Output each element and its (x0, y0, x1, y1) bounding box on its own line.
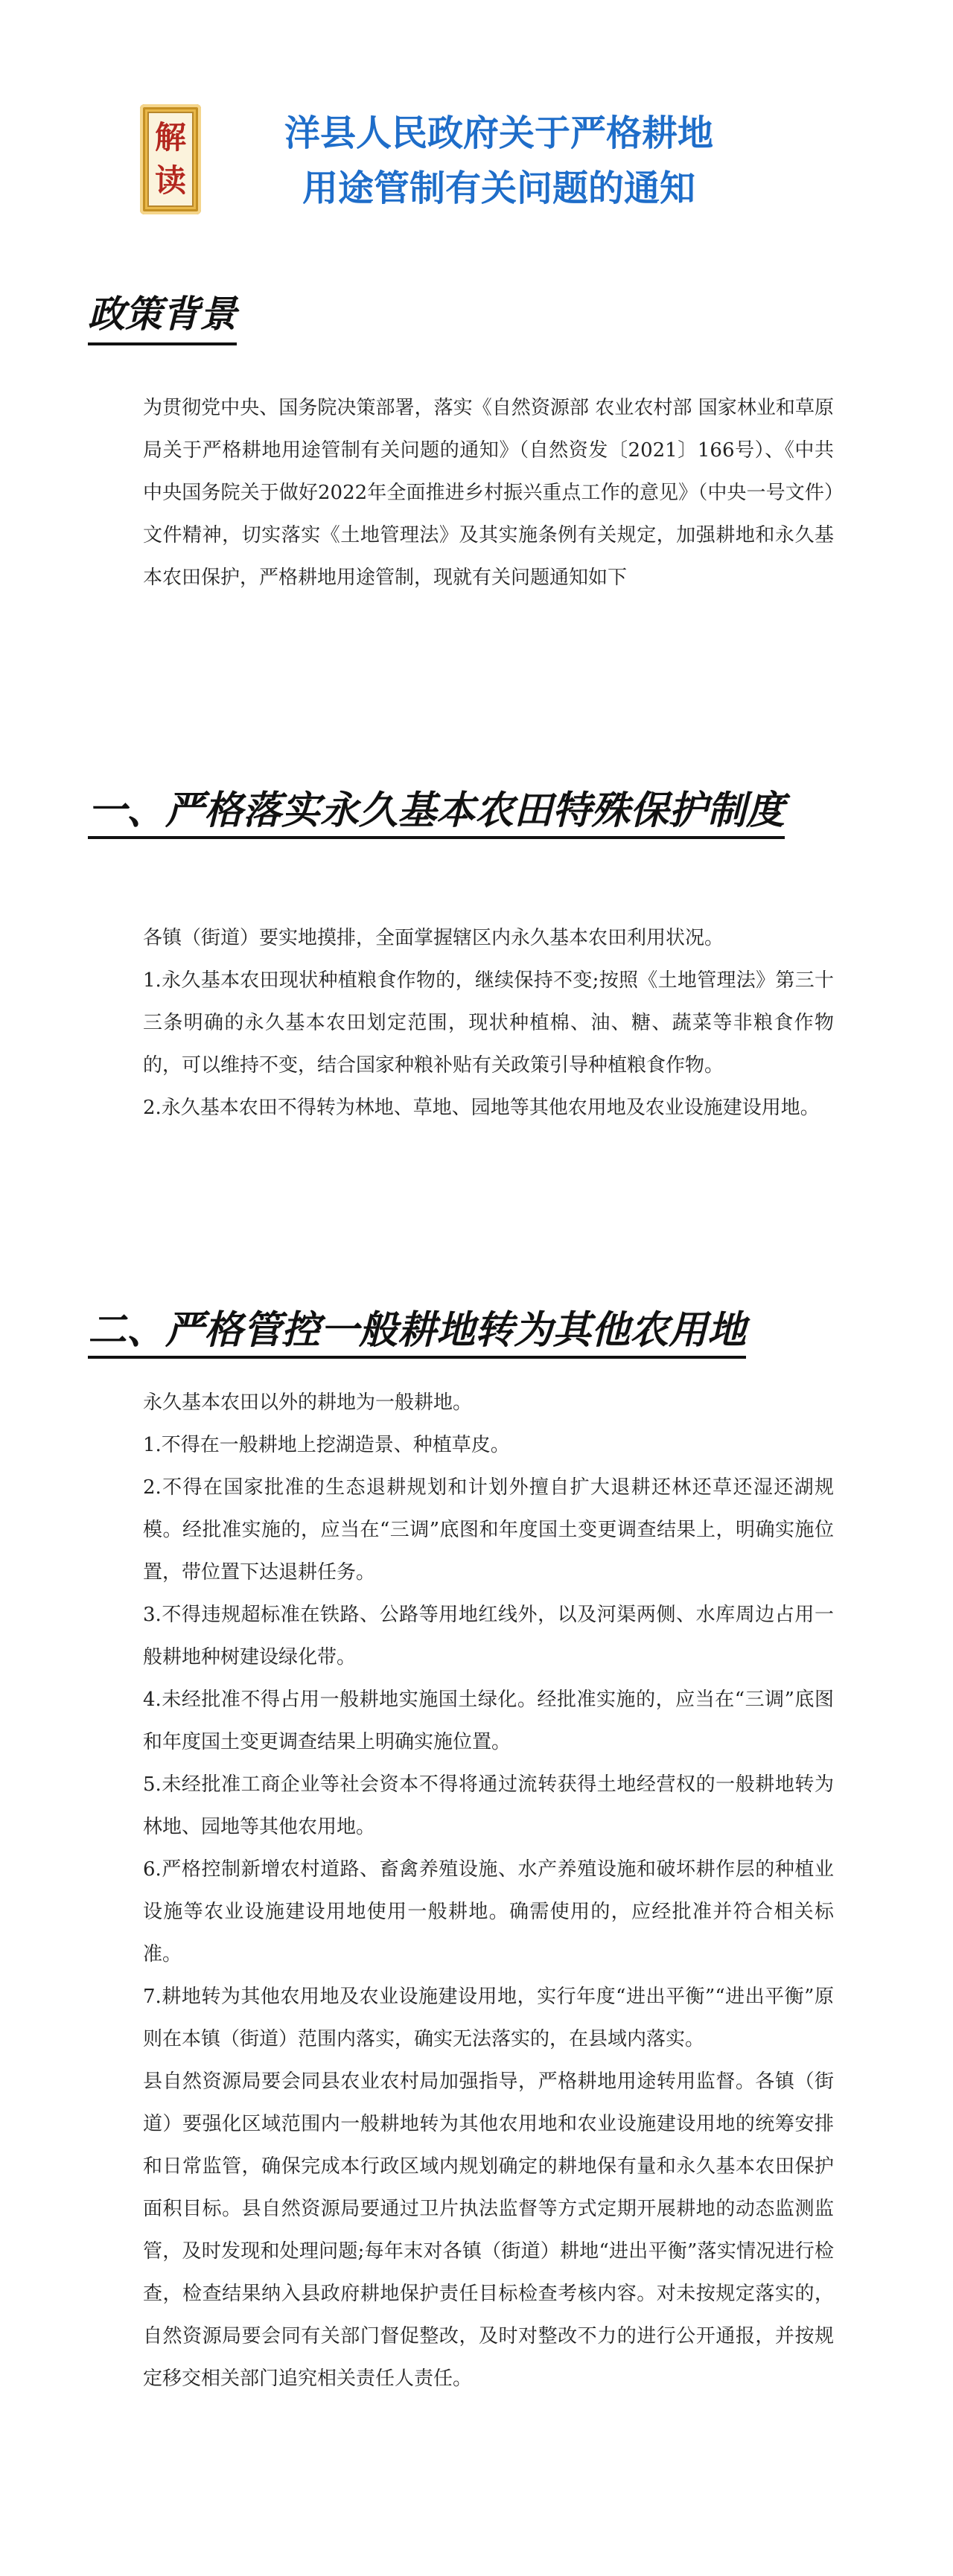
seal-char-2: 读 (154, 162, 186, 199)
section1-paragraph: 各镇（街道）要实地摸排，全面掌握辖区内永久基本农田利用状况。 (143, 927, 724, 949)
section2-paragraph: 6.严格控制新增农村道路、畜禽养殖设施、水产养殖设施和破坏耕作层的种植业设施等农业设施建设用地使用一般耕地。确需使用的，应经批准并符合相关标准。 (143, 1858, 834, 1966)
section2-paragraph: 永久基本农田以外的耕地为一般耕地。 (143, 1391, 473, 1414)
section1-heading (88, 782, 832, 840)
section1-paragraph: 2.永久基本农田不得转为林地、草地、园地等其他农用地及农业设施建设用地。 (143, 1097, 820, 1119)
section2-paragraph: 2.不得在国家批准的生态退耕规划和计划外擅自扩大退耕还林还草还湿还湖规模。经批准实施的，应当在“三调”底图和年度国土变更调查结果上，明确实施位置，带位置下达退耕任务。 (143, 1476, 834, 1584)
section1-body (143, 917, 834, 1129)
section2-paragraph: 1.不得在一般耕地上挖湖造景、种植草皮。 (143, 1434, 510, 1456)
title-line-2: 用途管制有关问题的通知 (302, 168, 695, 209)
section2-paragraph: 3.不得违规超标准在铁路、公路等用地红线外，以及河渠两侧、水库周边占用一般耕地种树建设绿化带。 (143, 1604, 834, 1668)
background-paragraph: 为贯彻党中央、国务院决策部署，落实《自然资源部 农业农村部 国家林业和草原局关于严格耕地用途管制有关问题的通知》（自然资发〔2021〕166号）、《中共中央国务院关于做好2022年全面推进乡村振兴重点工作的意见》（中央一号文件）文件精神，切实落实《土地管理法》及其实施条例有关规定，加强耕地和永久基本农田保护，严格耕地用途管制，现就有关问题通知如下 (143, 397, 834, 589)
background-heading: 政策背景 (88, 292, 237, 345)
document-header (0, 97, 953, 223)
section2-body (143, 1382, 834, 2400)
section2-paragraph: 县自然资源局要会同县农业农村局加强指导，严格耕地用途转用监督。各镇（街道）要强化区域范围内一般耕地转为其他农用地和农业设施建设用地的统筹安排和日常监管，确保完成本行政区域内规划确定的耕地保有量和永久基本农田保护面积目标。县自然资源局要通过卫片执法监督等方式定期开展耕地的动态监测监管，及时发现和处理问题;每年末对各镇（街道）耕地“进出平衡”落实情况进行检查，检查结果纳入县政府耕地保护责任目标检查考核内容。对未按规定落实的，自然资源局要会同有关部门督促整改，及时对整改不力的进行公开通报，并按规定移交相关部门追究相关责任人责任。 (143, 2070, 834, 2390)
section2-paragraph: 5.未经批准工商企业等社会资本不得将通过流转获得土地经营权的一般耕地转为林地、园地等其他农用地。 (143, 1773, 834, 1838)
document-title (216, 106, 782, 216)
title-line-1: 洋县人民政府关于严格耕地 (284, 112, 713, 154)
seal-char-1: 解 (154, 119, 186, 156)
seal-inner (147, 112, 194, 207)
section2-paragraph: 4.未经批准不得占用一般耕地实施国土绿化。经批准实施的，应当在“三调”底图和年度国土变更调查结果上明确实施位置。 (143, 1689, 834, 1753)
section1-heading-text: 一、严格落实永久基本农田特殊保护制度 (88, 788, 785, 839)
jiedu-seal-icon (140, 104, 201, 214)
section1-paragraph: 1.永久基本农田现状种植粮食作物的，继续保持不变;按照《土地管理法》第三十三条明确的永久基本农田划定范围，现状种植棉、油、糖、蔬菜等非粮食作物的，可以维持不变，结合国家种粮补贴有关政策引导种植粮食作物。 (143, 969, 834, 1077)
section2-heading-text: 二、严格管控一般耕地转为其他农用地 (88, 1307, 746, 1359)
section2-heading (88, 1301, 832, 1359)
section2-paragraph: 7.耕地转为其他农用地及农业设施建设用地，实行年度“进出平衡”“进出平衡”原则在本镇（街道）范围内落实，确实无法落实的，在县域内落实。 (143, 1986, 834, 2050)
